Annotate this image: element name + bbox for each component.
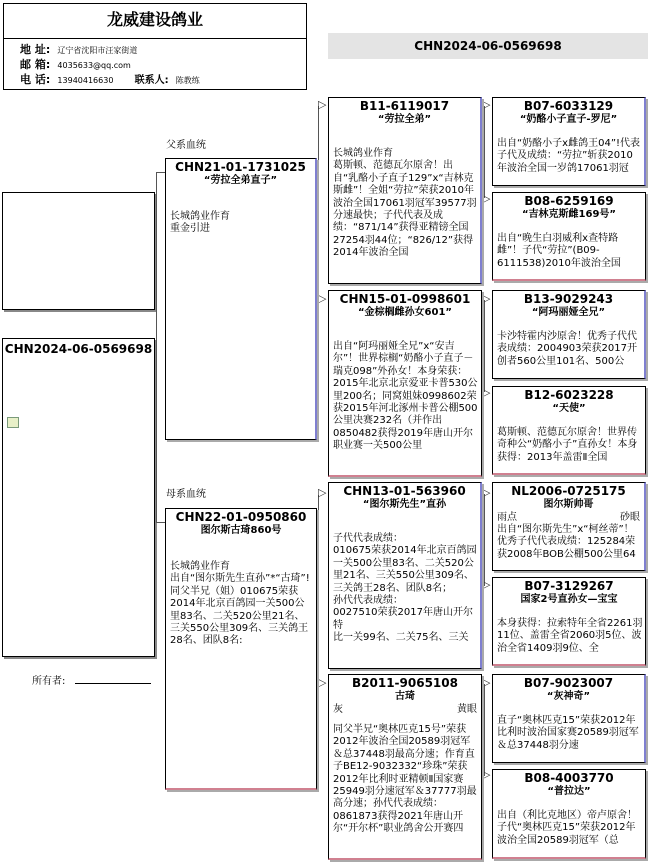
photo-frame (2, 192, 155, 310)
ss-desc: 长城鸽业作育 葛斯顿、范德瓦尔原舍！出自“乳酪小子直子129”x“吉林克斯雌”！全姐“劳拉”荣获2010年波治全国17061羽冠军39577羽分速最快；子代代表及成绩：“871/14”获得亚精镑全国27254羽44位；“826/12”获得2014年波治全国 (333, 148, 477, 259)
dsd-card (492, 577, 646, 666)
connector (484, 300, 485, 392)
sire-card (165, 158, 317, 440)
connector (156, 522, 165, 523)
sd-desc: 出自“阿玛丽娅全兄”x“安吉尔”！世界棕榈“奶酪小子直子－瑞克098”外孙女！本身荣获：2015年北京北京爱亚卡普530公里200名；同窝姐妹0998602荣获2015年河北涿州卡普公棚500公里决赛232名（并作出0850482获得2019年唐山开尔职业赛一关500公里 (333, 341, 478, 452)
dds-ring: B07-9023007 (523, 676, 614, 690)
dd-card (328, 674, 482, 860)
phone-value: 13940416630 (57, 76, 114, 85)
banner-ring: CHN2024-06-0569698 (328, 33, 648, 59)
arrow-icon: ▷ (318, 98, 327, 111)
sdd-desc: 葛斯顿、范德瓦尔原舍！世界传奇种公“奶酪小子”直孙女！本身获得：2013年盖雷Ⅱ全国 (497, 427, 638, 463)
header-box (3, 3, 307, 90)
sire-side-label: 父系血统 (166, 140, 206, 151)
sds-desc: 卡沙特霍内沙原舍！优秀子代代表成绩：2004903荣获2017开创者560公里101名、500公 (497, 331, 637, 367)
subject-ring: CHN2024-06-0569698 (4, 342, 153, 356)
ssd-ring: B08-6259169 (524, 194, 614, 208)
dds-desc: 直子“奥林匹克15”荣获2012年比利时波治国家赛20589羽冠军＆总37448羽分速 (497, 715, 639, 751)
address-value: 辽宁省沈阳市汪家街道 (57, 46, 138, 55)
ddd-name: “普拉达” (547, 786, 591, 797)
arrow-icon: ▷ (318, 486, 327, 499)
sss-ring: B07-6033129 (523, 99, 614, 113)
email-row (20, 58, 306, 73)
ss-card (328, 97, 482, 284)
arrow-icon: ▷ (482, 292, 491, 305)
ss-ring: B11-6119017 (359, 99, 450, 113)
dam-ring: CHN22-01-0950860 (175, 510, 307, 524)
dd-eye: 黄眼 (457, 704, 477, 715)
dds-name: “灰神奇” (546, 691, 591, 702)
dss-card (492, 482, 646, 571)
phone-row (20, 73, 306, 88)
dsd-name: 国家2号直孙女—宝宝 (520, 594, 618, 605)
sss-name: “奶酪小子直子-罗尼” (519, 114, 618, 125)
ssd-card (492, 192, 646, 281)
dsd-ring: B07-3129267 (524, 579, 614, 593)
sire-name: “劳拉全弟直子” (203, 175, 278, 186)
connector (318, 495, 319, 690)
sd-ring: CHN15-01-0998601 (339, 292, 471, 306)
connector (156, 172, 157, 522)
ssd-desc: 出自“晚生白羽威利x查特路雌”！子代“劳拉”(B09-6111538)2010年波治全国 (497, 233, 621, 269)
connector (484, 106, 485, 198)
connector (318, 106, 319, 301)
dd-ring: B2011-9065108 (352, 676, 458, 690)
email-value: 4035633@qq.com (57, 61, 131, 70)
sd-card (328, 290, 482, 477)
sds-name: “阿玛丽娅全兄” (531, 307, 606, 318)
arrow-icon: ▷ (482, 386, 491, 399)
ds-desc: 子代代表成绩： 010675荣获2014年北京百鸽园一关500公里83名、二关520公里21名、三关550公里309名、三关鸽王28名、团队8名； 孙代代表成绩： 0027510荣获2017年唐山开尔特 比一关99名、二关75名、三关 (333, 533, 477, 644)
contact-label: 联系人: (134, 75, 169, 86)
arrow-icon: ▷ (482, 98, 491, 111)
address-row (20, 43, 306, 58)
subject-box (2, 338, 155, 657)
dds-card (492, 674, 646, 763)
arrow-icon: ▷ (318, 292, 327, 305)
arrow-icon: ▷ (318, 676, 327, 689)
owner-underline (75, 675, 151, 684)
ddd-ring: B08-4003770 (524, 771, 614, 785)
dd-color-row (329, 703, 481, 716)
dsd-desc: 本身获得：拉索特年全省2261羽11位、盖雷全省2060羽5位、波治全省1409羽9位、全 (497, 618, 643, 654)
dam-side-label: 母系血统 (166, 489, 206, 500)
dss-color: 雨点 (497, 512, 517, 523)
sss-desc: 出自“奶酪小子x雌鸽王04”!代表子代及成绩：“劳拉”斩获2010年波治全国一岁鸽17061羽冠 (497, 138, 641, 174)
ddd-card (492, 769, 646, 859)
arrow-icon: ▷ (482, 578, 491, 591)
connector (484, 684, 485, 776)
connector (484, 494, 485, 586)
ddd-desc: 出自（利比克地区）帝卢原舍！子代“奥林匹克15”荣获2012年波治全国20589羽冠军（总 (497, 810, 637, 846)
dss-desc: 出自“图尔斯先生”x“柯丝蒂”！优秀子代代表成绩：125284荣获2008年BOB公棚500公里64 (497, 524, 636, 560)
dd-color: 灰 (333, 704, 343, 715)
connector (156, 172, 165, 173)
email-label: 邮 箱: (20, 58, 51, 71)
arrow-icon: ▷ (482, 768, 491, 781)
dss-ring: NL2006-0725175 (511, 484, 626, 498)
phone-label: 电 话: (20, 73, 51, 86)
ss-name: “劳拉全弟” (377, 114, 432, 125)
dd-desc: 同父半兄“奥林匹克15号”荣获2012年波治全国20589羽冠军＆总37448羽最高分速；作育直子BE12-9032332“珍珠”荣获2012年比利时亚精顿Ⅱ国家赛25949羽分速冠军＆37777羽最高分速；孙代代表成绩：0861873获得2021年唐山开尔“开尔杯”职业鸽舍公开赛四 (333, 724, 477, 835)
ds-card (328, 482, 482, 669)
dss-eye: 砂眼 (620, 512, 640, 523)
dam-desc: 长城鸽业作育 出自“图尔斯先生直孙”*“古琦”!同父半兄（姐）010675荣获2014年北京百鸽园一关500公里83名、二关520公里21名、三关550公里309名、三关鸽王28名、团队8名: (170, 561, 310, 647)
sdd-ring: B12-6023228 (524, 388, 614, 402)
owner-row (32, 672, 151, 687)
arrow-icon: ▷ (482, 192, 491, 205)
owner-label: 所有者: (32, 676, 66, 687)
photo-placeholder-icon (7, 417, 19, 428)
dss-color-row (493, 511, 644, 524)
sds-card (492, 290, 646, 379)
loft-name: 龙威建设鸽业 (4, 10, 306, 39)
ds-ring: CHN13-01-563960 (343, 484, 466, 498)
dss-name: 图尔斯帅哥 (543, 499, 594, 510)
sdd-card (492, 386, 646, 475)
sds-ring: B13-9029243 (523, 292, 614, 306)
sire-desc: 长城鸽业作育 重金引进 (170, 211, 230, 235)
sdd-name: “天使” (552, 403, 586, 414)
ds-name: “图尔斯先生”直孙 (362, 499, 447, 510)
arrow-icon: ▷ (482, 676, 491, 689)
dam-name: 图尔斯古琦860号 (200, 525, 282, 536)
address-label: 地 址: (20, 43, 51, 56)
dam-card (165, 508, 317, 790)
sss-card (492, 97, 646, 186)
sd-name: “金棕榈雌孙女601” (357, 307, 453, 318)
dd-name: 古琦 (395, 691, 415, 702)
arrow-icon: ▷ (482, 486, 491, 499)
sire-ring: CHN21-01-1731025 (175, 160, 306, 174)
ssd-name: “吉林克斯雌169号” (521, 209, 617, 220)
contact-value: 陈教练 (175, 76, 200, 85)
